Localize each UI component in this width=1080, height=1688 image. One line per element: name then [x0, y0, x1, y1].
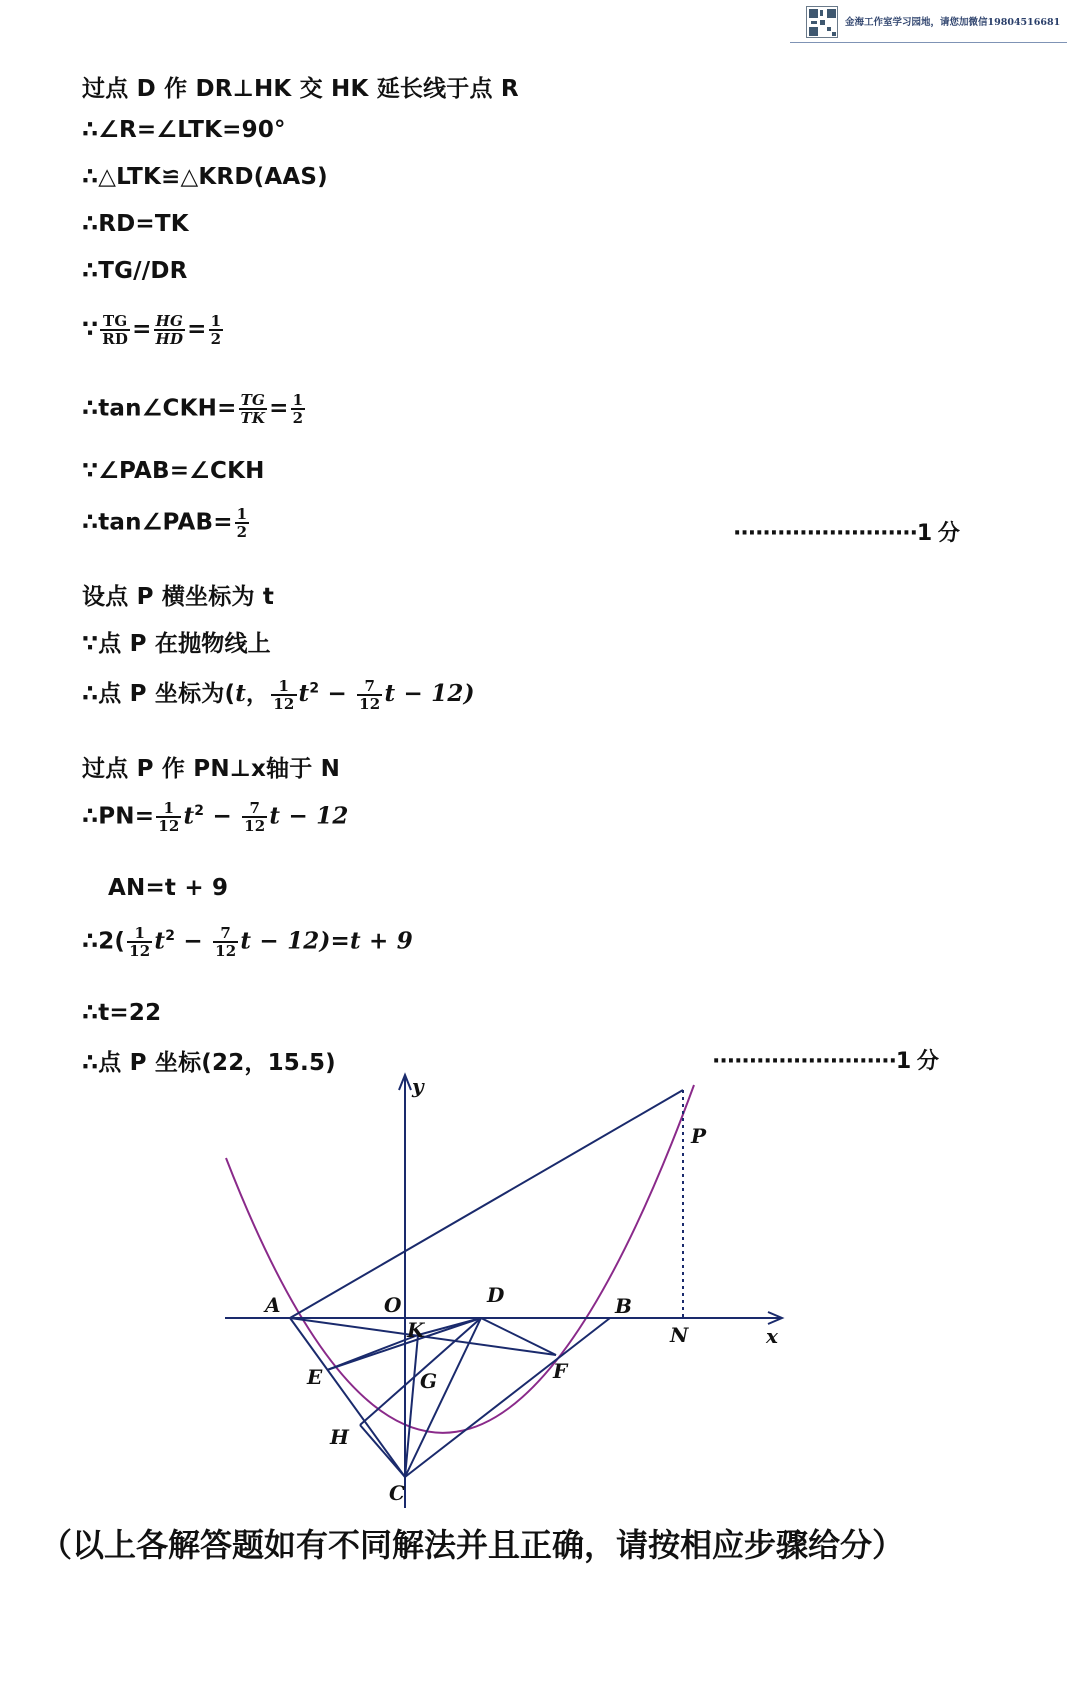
- geometry-figure: [0, 1060, 1080, 1510]
- label-o: O: [384, 1293, 402, 1317]
- label-f: F: [553, 1359, 568, 1383]
- equation-pn: ∴PN= $\frac{1}{12}$ $t^2$ − $\frac{7}{12}$ t − 12: [82, 799, 349, 835]
- text-line-4: ∴RD=TK: [82, 211, 189, 237]
- segment-hc: [360, 1425, 405, 1477]
- equation-t-value: ∴t=22: [82, 1000, 162, 1026]
- equation-tan-ckh: ∴tan∠CKH= $\frac{TG}{TK}$ = $\frac{1}{2}$: [82, 391, 304, 427]
- label-g: G: [420, 1369, 438, 1393]
- label-h: H: [330, 1425, 349, 1449]
- equation-solve: ∴2( $\frac{1}{12}$ $t^2$ − $\frac{7}{12}$ t − 12)=t + 9: [82, 924, 413, 960]
- label-n: N: [670, 1323, 689, 1347]
- text-line-5: ∴TG//DR: [82, 258, 188, 284]
- label-k: K: [407, 1318, 425, 1342]
- qr-code-icon: [806, 6, 838, 38]
- equation-p-coord: ∴点 P 坐标为(t， $\frac{1}{12}$ $t^2$ − $\frac{7}{12}$ t − 12): [82, 676, 475, 713]
- label-p: P: [691, 1124, 707, 1148]
- equation-an: AN=t + 9: [108, 875, 229, 901]
- label-e: E: [307, 1365, 323, 1389]
- page-header: [0, 0, 1080, 48]
- equation-tan-pab: ∴tan∠PAB= $\frac{1}{2}$: [82, 505, 248, 541]
- label-b: B: [615, 1294, 632, 1318]
- header-text: 金海工作室学习园地，请您加微信19804516681: [845, 17, 1061, 28]
- label-d: D: [487, 1283, 505, 1307]
- text-line-3: ∴△LTK≌△KRD(AAS): [82, 164, 328, 190]
- label-c: C: [389, 1481, 405, 1505]
- text-p-on-parabola: ∵点 P 在抛物线上: [82, 631, 271, 657]
- label-a: A: [265, 1293, 281, 1317]
- equation-p-result: ∴点 P 坐标(22，15.5): [82, 1050, 336, 1076]
- text-line-2: ∴∠R=∠LTK=90°: [82, 117, 286, 143]
- segment-ac: [290, 1318, 405, 1477]
- equation-ratio: ∵ $\frac{TG}{RD}$ = $\frac{HG}{HD}$ = $\frac{1}{2}$: [82, 312, 222, 348]
- score-mark-1: ·························1 分: [733, 521, 959, 546]
- header-divider: [790, 42, 1067, 43]
- equation-angle-equal: ∵∠PAB=∠CKH: [82, 458, 265, 484]
- parabola-curve: [226, 1085, 694, 1433]
- text-pn-perp: 过点 P 作 PN⊥x轴于 N: [82, 756, 341, 782]
- text-line-1: 过点 D 作 DR⊥HK 交 HK 延长线于点 R: [82, 76, 519, 102]
- footer-note: （以上各解答题如有不同解法并且正确，请按相应步骤给分）: [40, 1526, 905, 1564]
- label-y: y: [412, 1074, 424, 1098]
- score-mark-2: ·························1 分: [712, 1049, 938, 1074]
- segment-bc: [405, 1318, 610, 1477]
- label-x: x: [766, 1324, 778, 1348]
- text-set-p: 设点 P 横坐标为 t: [82, 584, 275, 610]
